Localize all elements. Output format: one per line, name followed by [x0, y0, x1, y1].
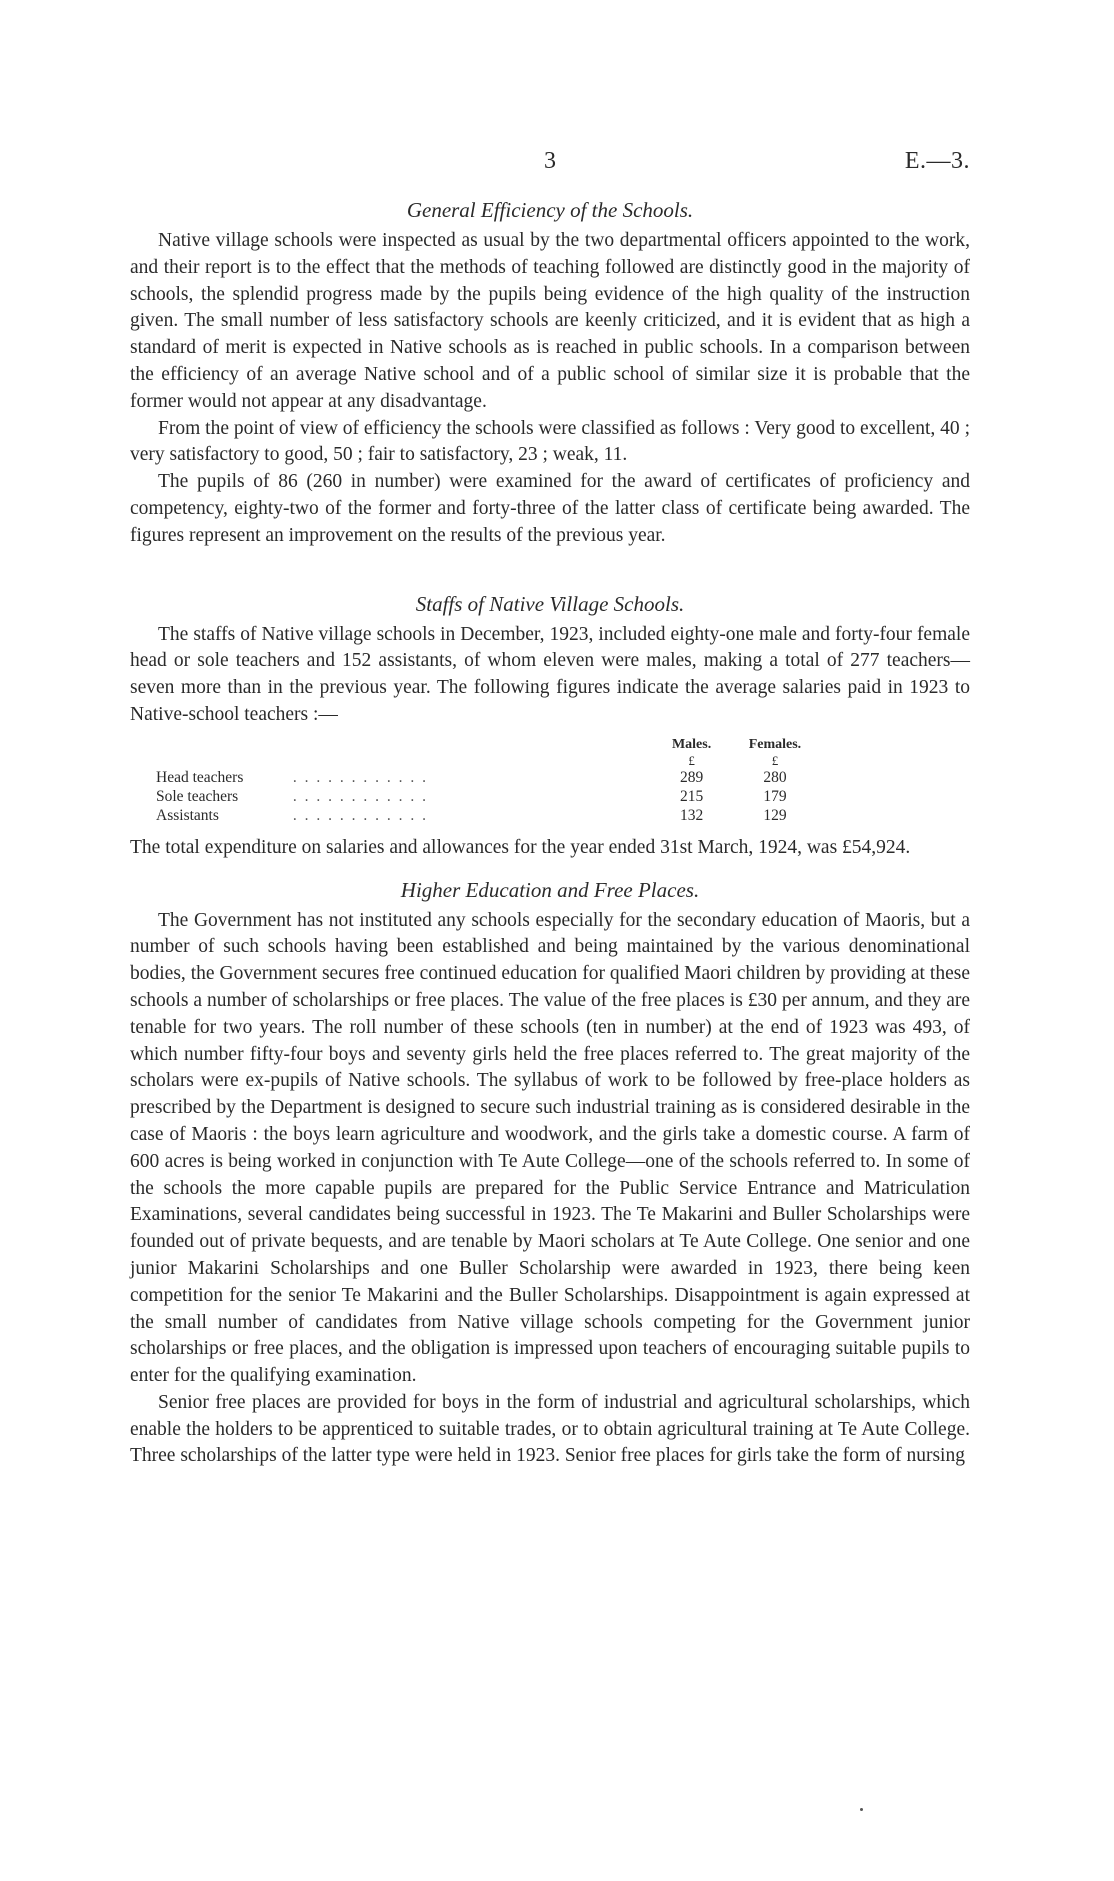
- cell-males: 289: [679, 768, 704, 786]
- salary-table: [130, 735, 970, 825]
- section-heading: Higher Education and Free Places.: [400, 877, 700, 902]
- section-heading: General Efficiency of the Schools.: [406, 198, 694, 222]
- section-higher-education: [130, 876, 970, 1471]
- unit-females: £: [771, 752, 779, 768]
- column-header-females: Females.: [748, 736, 802, 752]
- page-number: 3: [544, 148, 556, 174]
- page-header: [130, 148, 970, 180]
- cell-males: 215: [679, 787, 704, 805]
- cell-females: 129: [763, 806, 787, 824]
- paragraph: The staffs of Native village schools in December, 1923, included eighty-one male and forty-four female head or sole teachers and 152 assistants, of whom eleven were males, making a total of 277 teachers—seven more than in the previous year. The following figures indicate the average salaries paid in 1923 to Native-school teachers :—: [130, 623, 970, 725]
- table-row: [130, 768, 970, 787]
- unit-males: £: [688, 752, 695, 768]
- paragraph: Senior free places are provided for boys in the form of industrial and agricultural scholarships, which enable the holders to be apprenticed to suitable trades, or to obtain agricultural training at Te Aute College. Three scholarships of the latter type were held in 1923. Senior free places for girls take the form of nursing: [130, 1391, 970, 1467]
- paragraph: The pupils of 86 (260 in number) were examined for the award of certificates of proficiency and competency, eighty-two of the former and forty-three of the latter class of certificate being awarded. The figures represent an improvement on the results of the previous year.: [130, 471, 970, 546]
- cell-females: 179: [763, 787, 787, 805]
- paragraph: The total expenditure on salaries and allowances for the year ended 31st March, 1924, was £54,924.: [130, 836, 911, 858]
- print-mark: [860, 1808, 863, 1811]
- row-leader-dots: . . . . . . . . . . . .: [292, 806, 428, 824]
- row-leader-dots: . . . . . . . . . . . .: [292, 787, 428, 805]
- column-header-males: Males.: [671, 736, 712, 752]
- paragraph: From the point of view of efficiency the schools were classified as follows : Very good to excellent, 40 ; very satisfactory to good, 50 ; fair to satisfactory, 23 ; weak, 11.: [130, 417, 970, 466]
- cell-males: 132: [679, 806, 704, 824]
- page-content: [130, 196, 970, 1470]
- section-general-efficiency: [130, 196, 970, 550]
- paragraph: The Government has not instituted any schools especially for the secondary education of Maoris, but a number of such schools having been established and being maintained by the various denominational bodies, the Government secures free continued education for qualified Maori children by providing at these schools a number of scholarships or free places. The value of the free places is £30 per annum, and they are tenable for two years. The roll number of these schools (ten in number) at the end of 1923 was 493, of which number fifty-four boys and seventy girls held the free places referred to. The great majority of the scholars were ex-pupils of Native schools. The syllabus of work to be followed by free-place holders as prescribed by the Department is designed to secure such industrial training as is considered desirable in the case of Maoris : the boys learn agriculture and woodwork, and the girls take a domestic course. A farm of 600 acres is being worked in conjunction with Te Aute College—one of the schools referred to. In some of the schools the more capable pupils are prepared for the Public Service Entrance and Matriculation Examinations, several candidates being successful in 1923. The Te Makarini and Buller Scholarships were founded out of private bequests, and are tenable by Maori scholars at Te Aute College. One senior and one junior Makarini Scholarships and one Buller Scholarship were awarded in 1923, there being keen competition for the senior Te Makarini and the Buller Scholarships. Disappointment is again expressed at the small number of candidates from Native village schools competing for the Government junior scholarships or free places, and the obligation is impressed upon teachers of encouraging suitable pupils to enter for the qualifying examination.: [130, 909, 970, 1387]
- document-reference: E.—3.: [904, 148, 970, 174]
- table-header-row: [130, 735, 970, 754]
- table-row: [130, 787, 970, 806]
- table-row: [130, 806, 970, 825]
- row-leader-dots: . . . . . . . . . . . .: [292, 768, 428, 786]
- paragraph: Native village schools were inspected as usual by the two departmental officers appointed to the work, and their report is to the effect that the methods of teaching followed are distinctly good in the majority of schools, the splendid progress made by the pupils being evidence of the high quality of the instruction given. The small number of less satisfactory schools are keenly criticized, and it is evident that as high a standard of merit is expected in Native schools as is reached in public schools. In a comparison between the efficiency of an average Native school and of a public school of similar size it is probable that the former would not appear at any disadvantage.: [130, 230, 970, 412]
- table-units-row: [130, 754, 970, 768]
- row-label: Assistants: [156, 806, 219, 824]
- row-label: Sole teachers: [156, 787, 239, 805]
- section-staffs: [130, 590, 970, 862]
- row-label: Head teachers: [156, 768, 244, 786]
- cell-females: 280: [763, 768, 787, 786]
- section-heading: Staffs of Native Village Schools.: [415, 591, 685, 616]
